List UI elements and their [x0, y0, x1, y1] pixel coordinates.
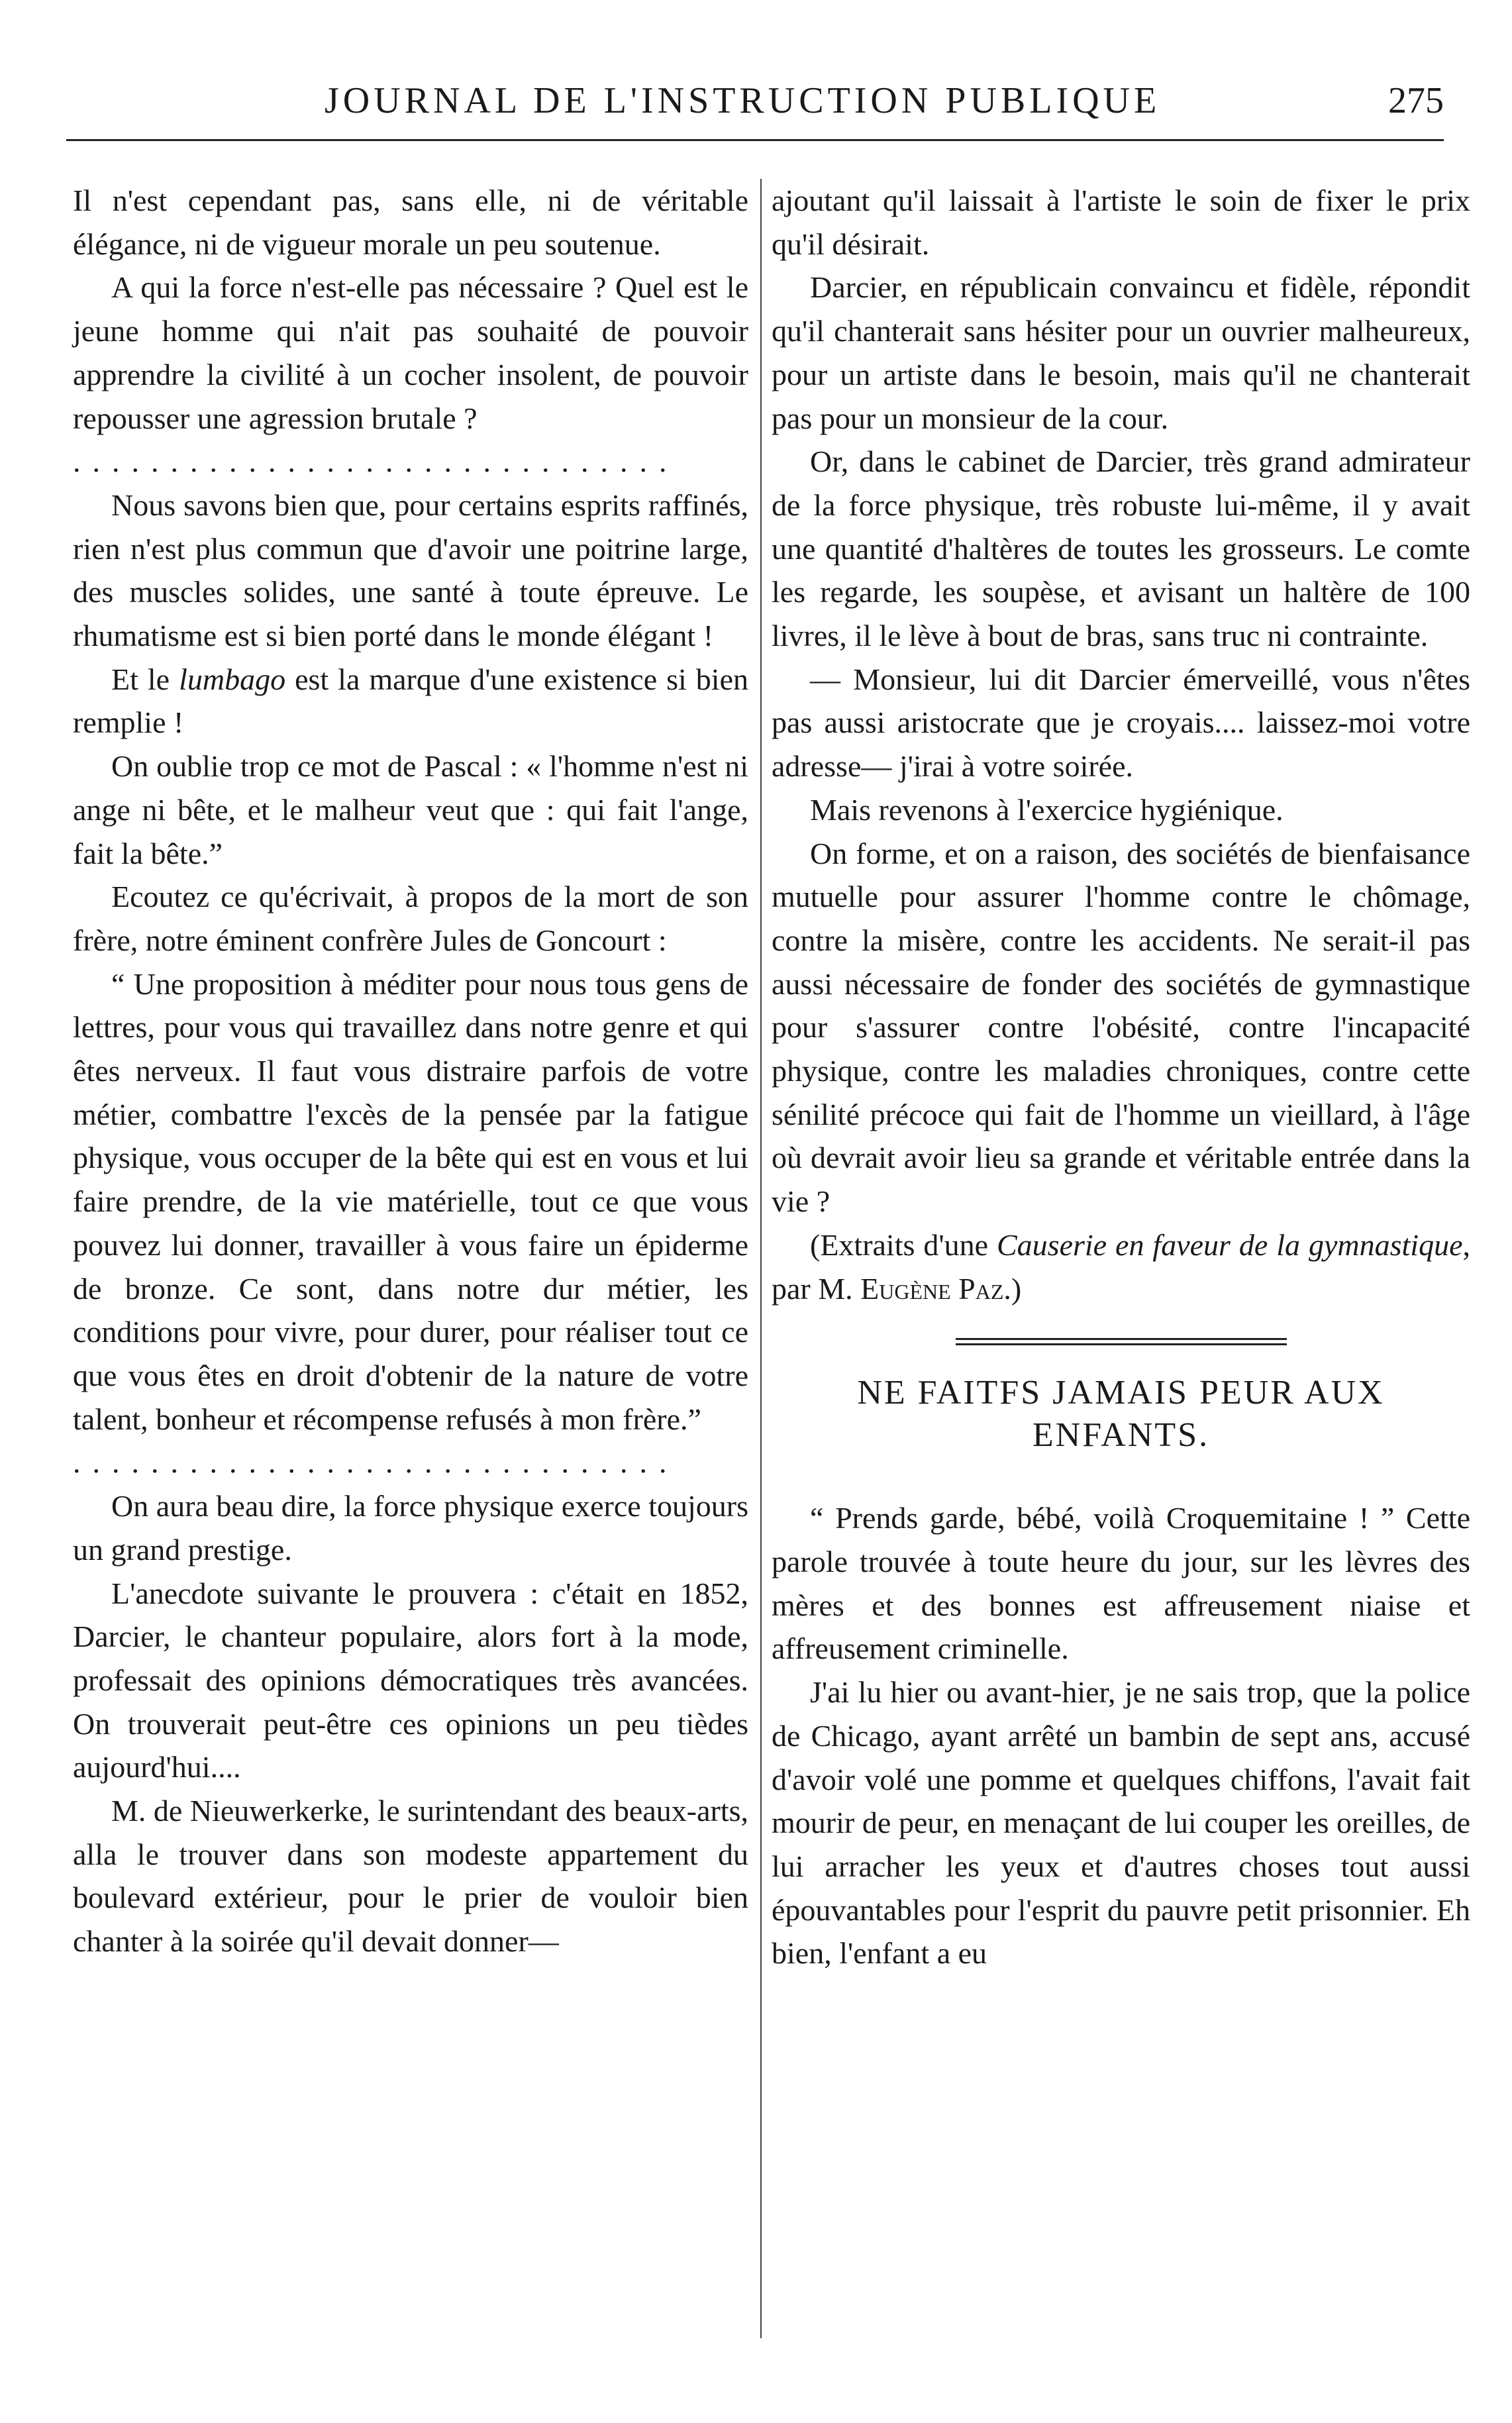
ellipsis-separator: ............................... — [73, 444, 679, 479]
paragraph: “ Prends garde, bébé, voilà Croquemitaine ! ” Cette parole trouvée à toute heure du jour, sur les lèvres des mères et des bonnes est affreusement niaise et affreusement criminelle. — [772, 1501, 1470, 1666]
paragraph: On oublie trop ce mot de Pascal : « l'homme n'est ni ange ni bête, et le malheur veut que : qui fait l'ange, fait la bête.” — [73, 749, 748, 870]
paragraph: Il n'est cependant pas, sans elle, ni de véritable élégance, ni de vigueur morale un peu soutenue. — [73, 183, 748, 261]
paragraph: Nous savons bien que, pour certains esprits raffinés, rien n'est plus commun que d'avoir une poitrine large, des muscles solides, une santé à toute épreuve. Le rhumatisme est si bien porté dans le monde élégant ! — [73, 488, 748, 653]
page-number: 275 — [1388, 80, 1444, 121]
paragraph: On aura beau dire, la force physique exerce toujours un grand prestige. — [73, 1489, 748, 1567]
quotation: “ Une proposition à méditer pour nous tous gens de lettres, pour vous qui travaillez dans notre genre et qui êtes nerveux. Il faut vous distraire parfois de votre métier, combattre l'excès de la pensée par la fatigue physique, vous occuper de la bête qui est en vous et lui faire prendre, de la vie matérielle, tout ce que vous pouvez lui donner, travailler à vous faire un épiderme de bronze. Ce sont, dans notre dur métier, les conditions pour vivre, pour durer, pour réaliser tout ce que vous êtes en droit d'obtenir de la nature de votre talent, bonheur et récompense refusés à mon frère.” — [73, 966, 748, 1436]
text-run: Et le — [111, 662, 179, 696]
page-header — [66, 79, 1444, 126]
section-rule — [956, 1338, 1287, 1345]
paragraph: ajoutant qu'il laissait à l'artiste le soin de fixer le prix qu'il désirait. — [772, 183, 1470, 261]
ellipsis-separator: ............................... — [73, 1445, 679, 1480]
paragraph: — Monsieur, lui dit Darcier émerveillé, vous n'êtes pas aussi aristocrate que je croyais.... laissez-moi votre adresse— j'irai à votre soirée. — [772, 662, 1470, 784]
left-column — [73, 179, 748, 1963]
italic-text: Causerie en faveur de la gymnastique — [997, 1227, 1463, 1262]
paragraph: Ecoutez ce qu'écrivait, à propos de la mort de son frère, notre éminent confrère Jules de Goncourt : — [73, 880, 748, 957]
paragraph: M. de Nieuwerkerke, le surintendant des beaux-arts, alla le trouver dans son modeste appartement du boulevard extérieur, pour le prier de vouloir bien chanter à la soirée qu'il devait donner— — [73, 1794, 748, 1959]
paragraph: On forme, et on a raison, des sociétés de bienfaisance mutuelle pour assurer l'homme contre le chômage, contre la misère, contre les accidents. Ne serait-il pas aussi nécessaire de fonder des sociétés de gymnastique pour s'assurer contre l'obésité, contre l'incapacité physique, contre les maladies chroniques, contre cette sénilité précoce qui fait de l'homme un vieillard, à l'âge où devrait avoir lieu sa grande et véritable entrée dans la vie ? — [772, 836, 1470, 1219]
text-run: est la marque d'une existence si bien remplie ! — [73, 662, 748, 740]
paragraph: A qui la force n'est-elle pas nécessaire ? Quel est le jeune homme qui n'ait pas souhaité de pouvoir apprendre la civilité à un cocher insolent, de pouvoir repousser une agression brutale ? — [73, 270, 748, 435]
text-run: , par M. — [772, 1227, 1470, 1306]
source-citation — [772, 1223, 1470, 1310]
header-rule — [66, 139, 1444, 141]
paragraph — [73, 658, 748, 745]
right-column — [772, 179, 1470, 1975]
author-name: Eugène Paz — [860, 1271, 1004, 1306]
journal-title: JOURNAL DE L'INSTRUCTION PUBLIQUE — [325, 80, 1161, 121]
text-run: (Extraits d'une — [810, 1227, 997, 1262]
text-run: .) — [1003, 1271, 1022, 1306]
paragraph: Darcier, en républicain convaincu et fidèle, répondit qu'il chanterait sans hésiter pour un ouvrier malheureux, pour un artiste dans le besoin, mais qu'il ne chanterait pas pour un monsieur de la cour. — [772, 270, 1470, 435]
spacer — [772, 1310, 1470, 1338]
column-divider — [760, 179, 762, 2338]
section-title: NE FAITFS JAMAIS PEUR AUX ENFANTS. — [857, 1374, 1385, 1455]
paragraph: J'ai lu hier ou avant-hier, je ne sais trop, que la police de Chicago, ayant arrêté un bambin de sept ans, accusé d'avoir volé une pomme et quelques chiffons, l'avait fait mourir de peur, en menaçant de lui couper les oreilles, de lui arracher les yeux et d'autres choses tout aussi épouvantables pour l'esprit du pauvre petit prisonnier. Eh bien, l'enfant a eu — [772, 1675, 1470, 1971]
paragraph: L'anecdote suivante le prouvera : c'était en 1852, Darcier, le chanteur populaire, alors fort à la mode, professait des opinions démocratiques très avancées. On trouverait peut-être ces opinions un peu tièdes aujourd'hui.... — [73, 1576, 748, 1784]
paragraph: Mais revenons à l'exercice hygiénique. — [810, 792, 1284, 827]
paragraph: Or, dans le cabinet de Darcier, très grand admirateur de la force physique, très robuste lui-même, il y avait une quantité d'haltères de toutes les grosseurs. Le comte les regarde, les soupèse, et avisant un haltère de 100 livres, il le lève à bout de bras, sans truc ni contrainte. — [772, 444, 1470, 653]
italic-text: lumbago — [179, 662, 286, 696]
